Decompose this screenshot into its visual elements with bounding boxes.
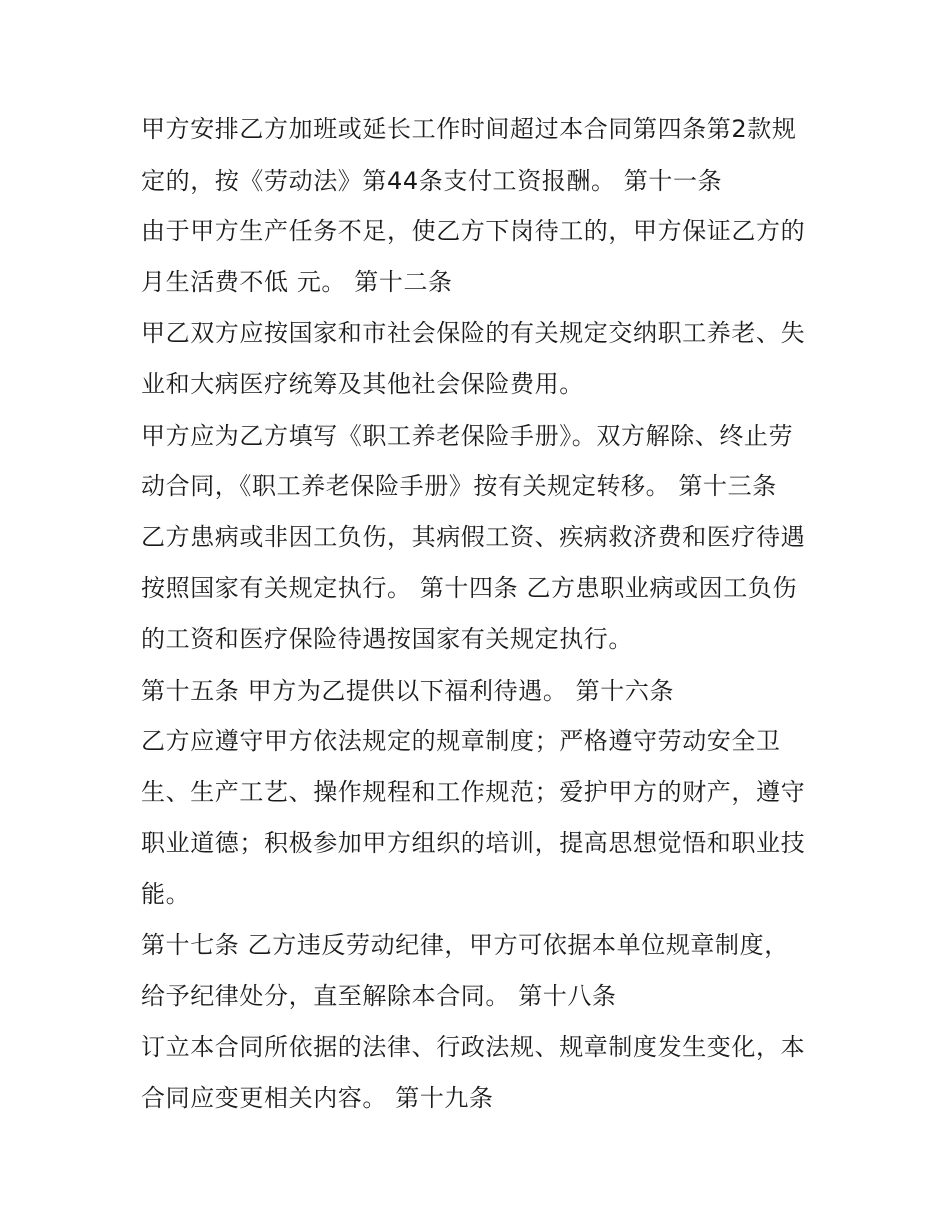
text-line: 甲方应为乙方填写《职工养老保险手册》。双方解除、终止劳 xyxy=(141,422,794,450)
text-line: 动合同，《职工养老保险手册》按有关规定转移。 第十三条 xyxy=(141,472,777,500)
text-line: 第十五条 甲方为乙提供以下福利待遇。 第十六条 xyxy=(141,677,675,705)
text-line: 甲方安排乙方加班或延长工作时间超过本合同第四条第2款规 xyxy=(141,115,797,143)
text-line: 按照国家有关规定执行。 第十四条 乙方患职业病或因工负伤 xyxy=(141,574,798,602)
text-line: 月生活费不低 元。 第十二条 xyxy=(141,268,453,296)
text-line: 合同应变更相关内容。 第十九条 xyxy=(141,1084,494,1112)
text-line: 乙方应遵守甲方依法规定的规章制度；严格遵守劳动安全卫 xyxy=(141,727,781,755)
text-line: 职业道德；积极参加甲方组织的培训，提高思想觉悟和职业技 xyxy=(141,829,806,857)
text-line: 甲乙双方应按国家和市社会保险的有关规定交纳职工养老、失 xyxy=(141,319,806,347)
text-line: 给予纪律处分，直至解除本合同。 第十八条 xyxy=(141,982,617,1010)
text-line: 定的，按《劳动法》第44条支付工资报酬。 第十一条 xyxy=(141,167,723,195)
text-line: 能。 xyxy=(141,880,191,908)
text-line: 乙方患病或非因工负伤，其病假工资、疾病救济费和医疗待遇 xyxy=(141,523,806,551)
text-line: 业和大病医疗统筹及其他社会保险费用。 xyxy=(141,370,584,398)
text-line: 由于甲方生产任务不足，使乙方下岗待工的，甲方保证乙方的 xyxy=(141,217,806,245)
text-line: 的工资和医疗保险待遇按国家有关规定执行。 xyxy=(141,625,633,653)
text-line: 订立本合同所依据的法律、行政法规、规章制度发生变化，本 xyxy=(141,1033,806,1061)
text-line: 生、生产工艺、操作规程和工作规范；爱护甲方的财产，遵守 xyxy=(141,778,806,806)
text-line: 第十七条 乙方违反劳动纪律，甲方可依据本单位规章制度， xyxy=(141,931,789,959)
